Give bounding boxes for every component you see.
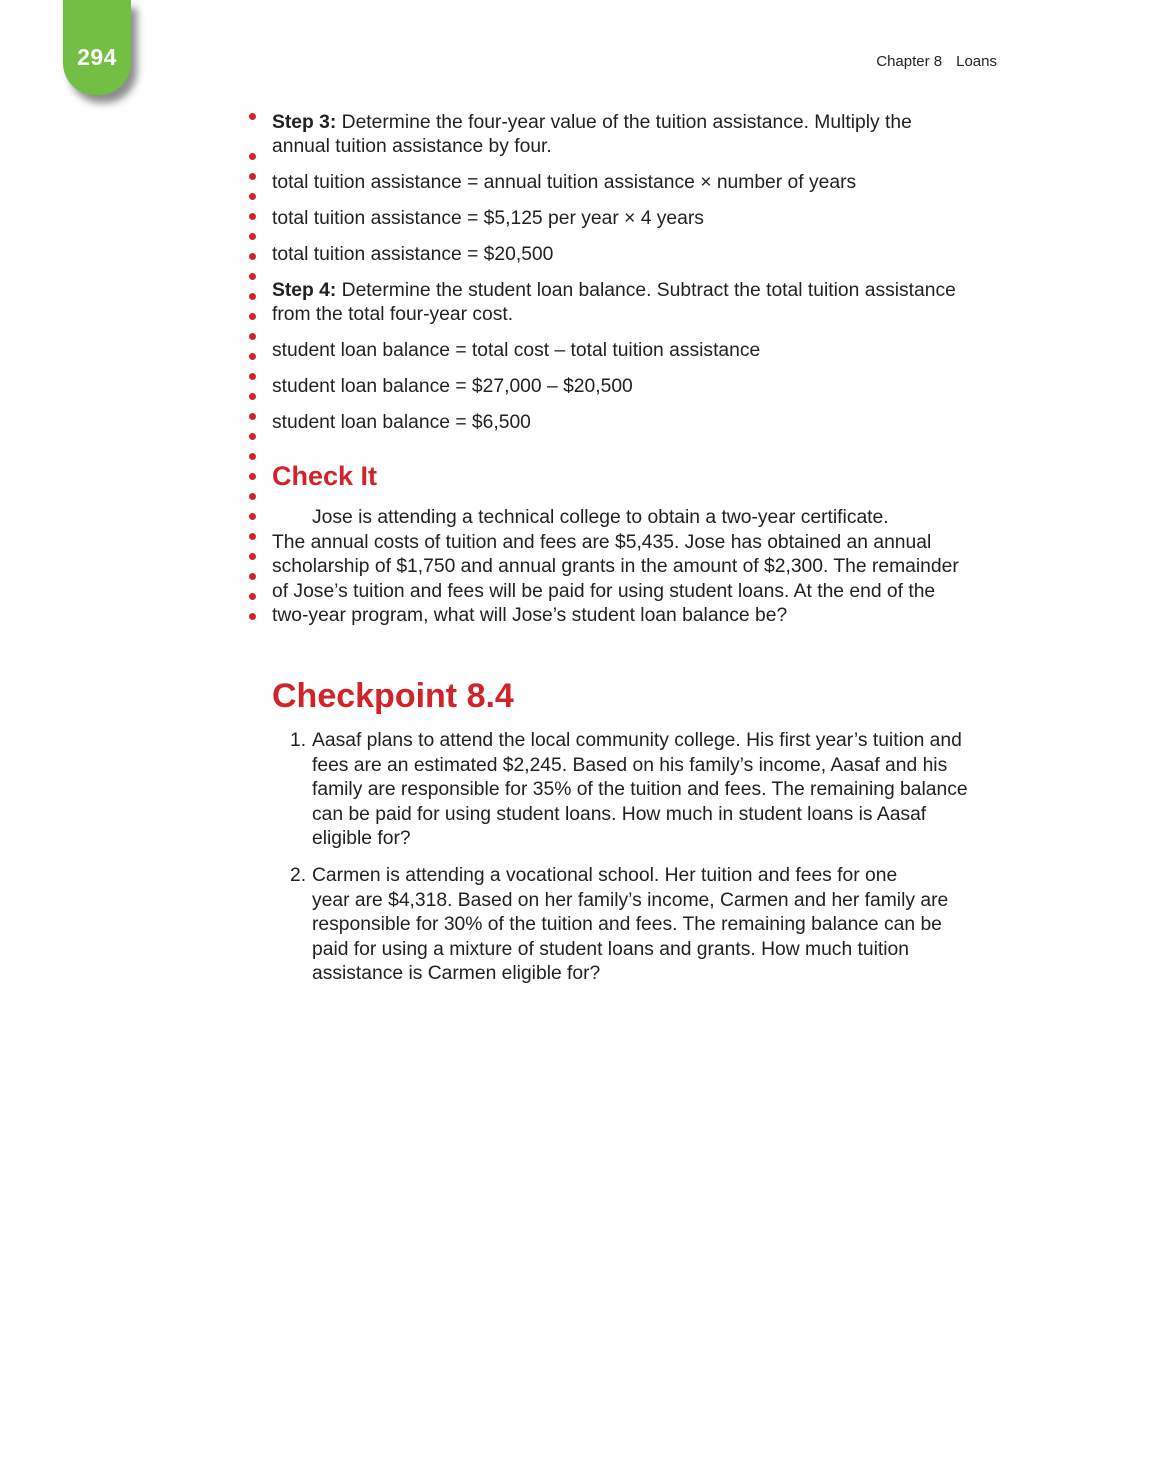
margin-dot-icon bbox=[249, 513, 256, 520]
margin-dot-icon bbox=[249, 173, 256, 180]
margin-dot-icon bbox=[249, 193, 256, 200]
margin-dot-icon bbox=[249, 413, 256, 420]
question-line: can be paid for using student loans. How much in student loans is Aasaf bbox=[312, 803, 927, 825]
margin-dot-icon bbox=[249, 233, 256, 240]
margin-dot-icon bbox=[249, 473, 256, 480]
margin-dot-icon bbox=[249, 573, 256, 580]
page-number: 294 bbox=[77, 44, 117, 70]
margin-dot-icon bbox=[249, 593, 256, 600]
margin-dot-icon bbox=[249, 533, 256, 540]
margin-dot-icon bbox=[249, 153, 256, 160]
step4-text: Determine the student loan balance. Subtract the total tuition assistance bbox=[336, 280, 956, 301]
margin-dot-icon bbox=[249, 433, 256, 440]
running-head-chapter: Chapter 8 bbox=[876, 53, 943, 70]
step4-label: Step 4: bbox=[272, 280, 337, 301]
check-it-heading: Check It bbox=[272, 461, 378, 491]
question-line: assistance is Carmen eligible for? bbox=[312, 963, 601, 984]
check-it-paragraph bbox=[272, 506, 1002, 629]
margin-dot-icon bbox=[249, 373, 256, 380]
margin-dot-icon bbox=[249, 273, 256, 280]
step3-text: Determine the four-year value of the tuition assistance. Multiply the bbox=[336, 112, 912, 133]
margin-dot-icon bbox=[249, 113, 256, 120]
question-number: 2. bbox=[290, 865, 307, 886]
question-line: responsible for 30% of the tuition and fees. The remaining balance can be bbox=[312, 914, 942, 935]
running-head-title: Loans bbox=[956, 53, 997, 70]
margin-dot-rule bbox=[249, 0, 259, 640]
check-it-line: Jose is attending a technical college to obtain a two-year certificate. bbox=[312, 507, 889, 528]
margin-dot-icon bbox=[249, 293, 256, 300]
margin-dot-icon bbox=[249, 493, 256, 500]
question-line: family are responsible for 35% of the tuition and fees. The remaining balance bbox=[312, 779, 968, 800]
step4-equation: student loan balance = $6,500 bbox=[272, 412, 531, 433]
step3-equation: total tuition assistance = $20,500 bbox=[272, 244, 554, 265]
margin-dot-icon bbox=[249, 453, 256, 460]
question-line: fees are an estimated $2,245. Based on his family’s income, Aasaf and his bbox=[312, 754, 948, 776]
question-line: Carmen is attending a vocational school. Her tuition and fees for one bbox=[312, 865, 898, 886]
margin-dot-icon bbox=[249, 553, 256, 560]
step3-instruction-line1 bbox=[272, 111, 912, 135]
step3-instruction-line2: annual tuition assistance by four. bbox=[272, 136, 552, 157]
step3-equation: total tuition assistance = $5,125 per year × 4 years bbox=[272, 208, 704, 229]
check-it-line: two-year program, what will Jose’s student loan balance be? bbox=[272, 605, 788, 626]
margin-dot-icon bbox=[249, 613, 256, 620]
margin-dot-icon bbox=[249, 333, 256, 340]
step3-equation: total tuition assistance = annual tuition assistance × number of years bbox=[272, 172, 857, 193]
step4-instruction-line1 bbox=[272, 279, 956, 303]
margin-dot-icon bbox=[249, 313, 256, 320]
check-it-line: The annual costs of tuition and fees are $5,435. Jose has obtained an annual bbox=[272, 531, 932, 553]
step4-equation: student loan balance = total cost – total tuition assistance bbox=[272, 340, 761, 361]
step3-label: Step 3: bbox=[272, 112, 337, 133]
margin-dot-icon bbox=[249, 393, 256, 400]
question-line: eligible for? bbox=[312, 828, 411, 849]
step4-instruction-line2: from the total four-year cost. bbox=[272, 304, 514, 325]
checkpoint-heading: Checkpoint 8.4 bbox=[272, 677, 514, 715]
question-text bbox=[312, 729, 968, 852]
running-head bbox=[876, 53, 997, 70]
margin-dot-icon bbox=[249, 353, 256, 360]
question-text bbox=[312, 864, 948, 987]
check-it-line: of Jose’s tuition and fees will be paid for using student loans. At the end of the bbox=[272, 580, 936, 602]
question-number: 1. bbox=[290, 730, 307, 751]
margin-dot-icon bbox=[249, 213, 256, 220]
question-line: year are $4,318. Based on her family’s income, Carmen and her family are bbox=[312, 889, 949, 911]
question-line: paid for using a mixture of student loans and grants. How much tuition bbox=[312, 938, 909, 960]
step4-equation: student loan balance = $27,000 – $20,500 bbox=[272, 376, 633, 397]
check-it-line: scholarship of $1,750 and annual grants in the amount of $2,300. The remainder bbox=[272, 556, 959, 577]
question-line: Aasaf plans to attend the local community college. His first year’s tuition and bbox=[312, 730, 962, 751]
margin-dot-icon bbox=[249, 253, 256, 260]
page-number-tab bbox=[63, 0, 131, 95]
